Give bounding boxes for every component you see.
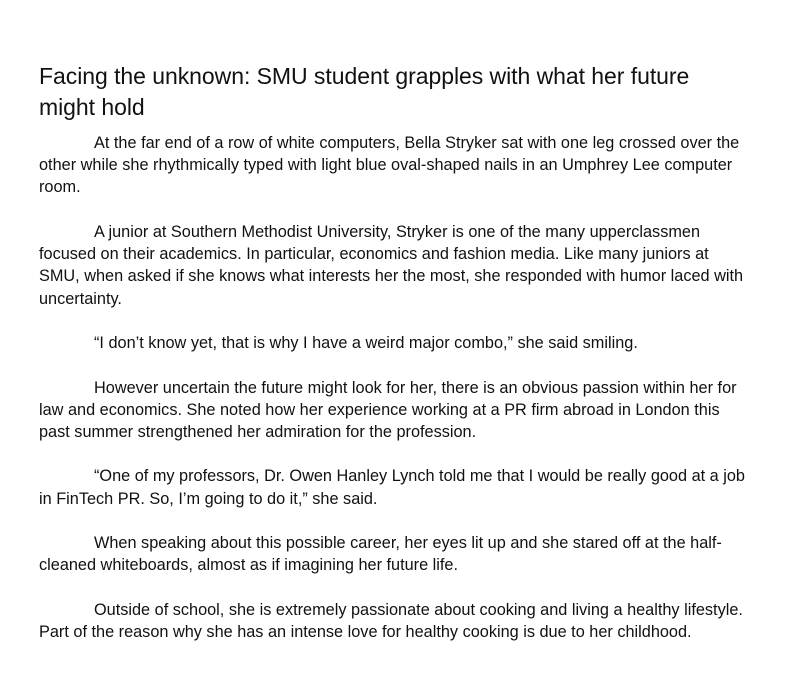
article-body	[39, 61, 749, 643]
paragraph: “One of my professors, Dr. Owen Hanley Lynch told me that I would be really good at a job in FinTech PR. So, I’m going to do it,” she said.	[39, 467, 745, 508]
paragraph: However uncertain the future might look for her, there is an obvious passion within her for law and economics. She noted how her experience working at a PR firm abroad in London this past summer strengthened her admiration for the profession.	[39, 378, 737, 441]
paragraph: At the far end of a row of white computers, Bella Stryker sat with one leg crossed over the other while she rhythmically typed with light blue oval-shaped nails in an Umphrey Lee computer room.	[39, 134, 740, 197]
paragraph: When speaking about this possible career, her eyes lit up and she stared off at the half-cleaned whiteboards, almost as if imagining her future life.	[39, 534, 722, 575]
paragraph: Outside of school, she is extremely passionate about cooking and living a healthy lifestyle. Part of the reason why she has an intense love for healthy cooking is due to her childhood.	[39, 600, 743, 642]
paragraph: “I don’t know yet, that is why I have a weird major combo,” she said smiling.	[94, 334, 638, 353]
article-title: Facing the unknown: SMU student grapples with what her future might hold	[39, 63, 690, 120]
paragraph: A junior at Southern Methodist University, Stryker is one of the many upperclassmen focused on their academics. In particular, economics and fashion media. Like many juniors at SMU, when asked if she knows what interests her the most, she responded with humor laced with uncertainty.	[39, 222, 744, 308]
